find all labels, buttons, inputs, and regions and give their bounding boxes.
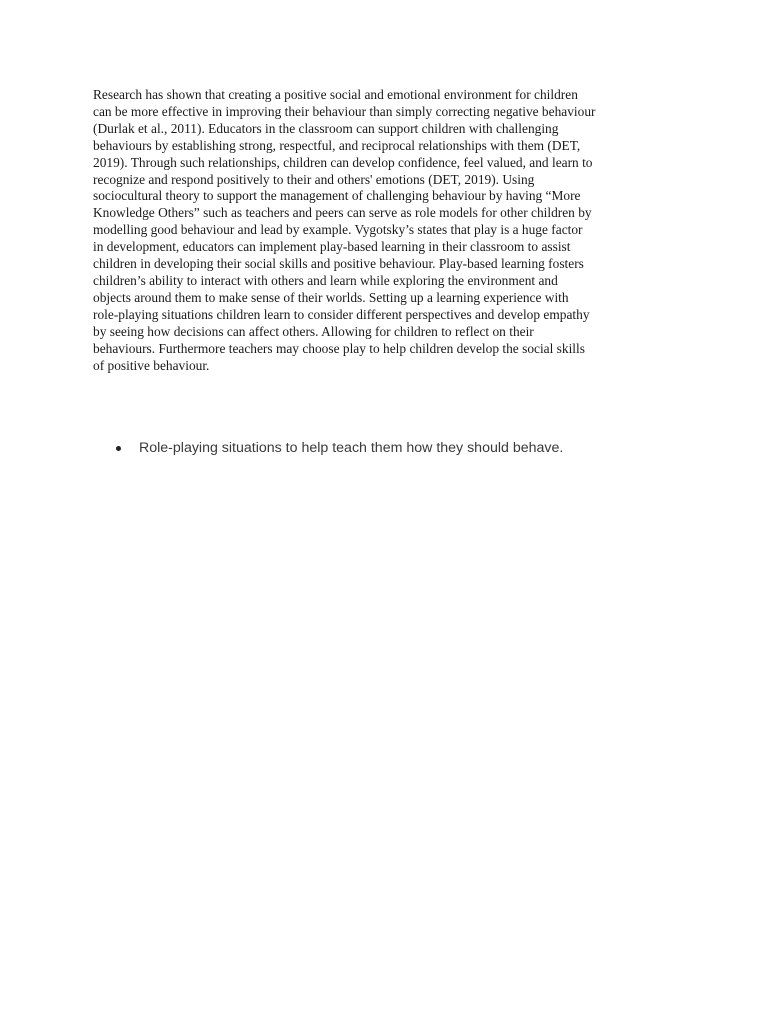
paragraph-line: behaviours. Furthermore teachers may choose play to help children develop the social skills: [93, 340, 585, 356]
body-paragraph: [93, 87, 683, 374]
paragraph-line: Research has shown that creating a positive social and emotional environment for children: [93, 87, 578, 102]
paragraph-line: objects around them to make sense of their worlds. Setting up a learning experience with: [93, 289, 569, 305]
paragraph-line: children in developing their social skills and positive behaviour. Play-based learning fosters: [93, 256, 584, 272]
paragraph-line: of positive behaviour.: [93, 357, 210, 373]
bullet-dot-icon: [116, 446, 121, 451]
paragraph-line: recognize and respond positively to their and others' emotions (DET, 2019). Using: [93, 171, 535, 187]
paragraph-line: in development, educators can implement play-based learning in their classroom to assist: [93, 239, 571, 255]
paragraph-line: (Durlak et al., 2011). Educators in the classroom can support children with challenging: [93, 120, 559, 136]
paragraph-line: sociocultural theory to support the management of challenging behaviour by having “More: [93, 188, 581, 204]
paragraph-line: modelling good behaviour and lead by example. Vygotsky’s states that play is a huge factor: [93, 222, 583, 238]
paragraph-line: 2019). Through such relationships, children can develop confidence, feel valued, and learn to: [93, 154, 593, 170]
paragraph-line: Knowledge Others” such as teachers and peers can serve as role models for other children by: [93, 205, 592, 221]
paragraph-line: role-playing situations children learn to consider different perspectives and develop empathy: [93, 306, 590, 322]
bullet-list: [93, 438, 693, 458]
paragraph-line: behaviours by establishing strong, respectful, and reciprocal relationships with them (DET,: [93, 137, 581, 153]
paragraph-line: by seeing how decisions can affect others. Allowing for children to reflect on their: [93, 323, 534, 339]
list-item: [93, 438, 693, 458]
paragraph-line: children’s ability to interact with others and learn while exploring the environment and: [93, 272, 558, 288]
list-item-text: Role-playing situations to help teach them how they should behave.: [139, 440, 564, 456]
paragraph-line: can be more effective in improving their behaviour than simply correcting negative behaviour: [93, 103, 596, 119]
